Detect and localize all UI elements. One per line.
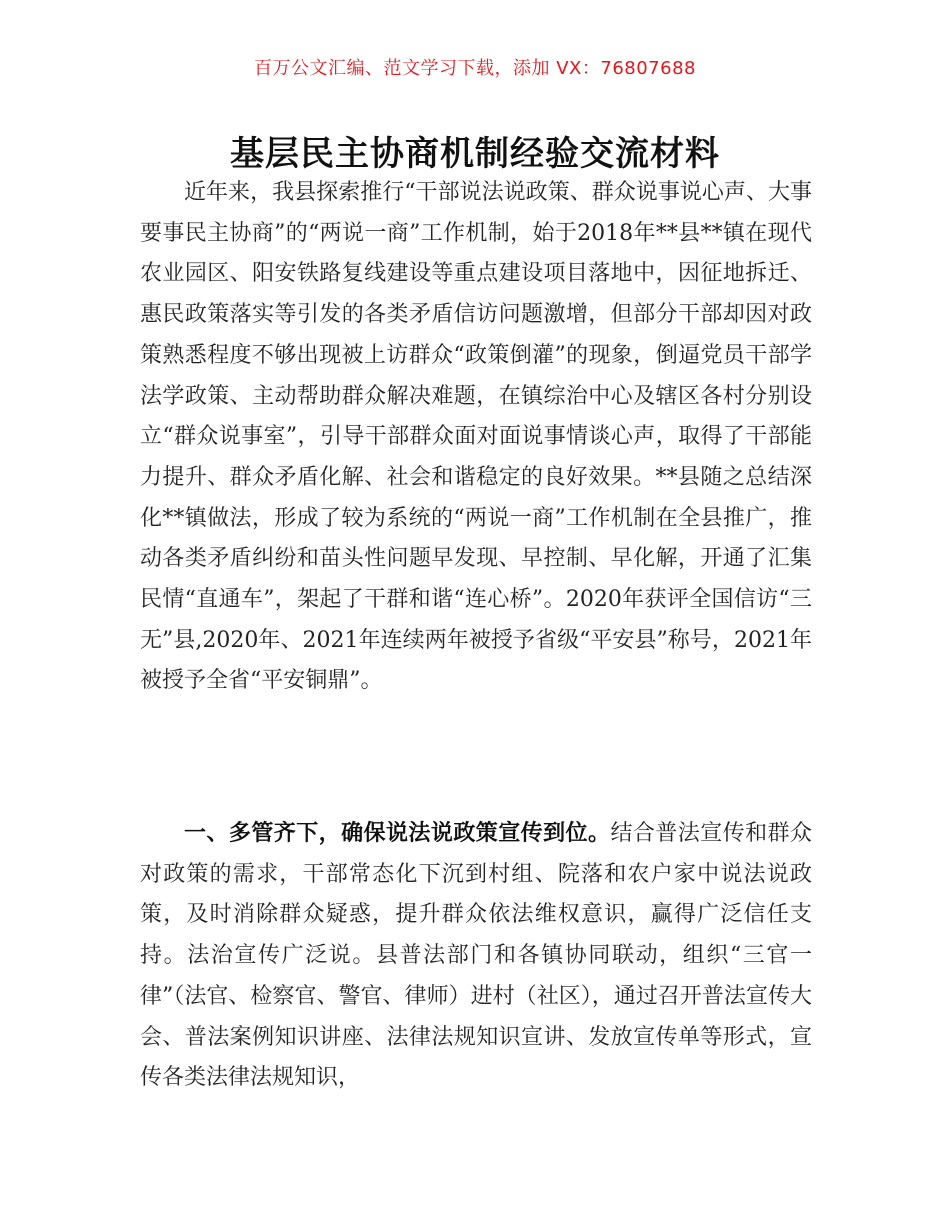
section-heading: 一、多管齐下，确保说法说政策宣传到位。 — [184, 821, 611, 846]
document-title: 基层民主协商机制经验交流材料 — [230, 133, 720, 174]
section-body: 结合普法宣传和群众对政策的需求，干部常态化下沉到村组、院落和农户家中说法说政策，及时消除群众疑惑，提升群众依法维权意识，赢得广泛信任支持。法治宣传广泛说。县普法部门和各镇协同联动，组织“三官一律”（法官、检察官、警官、律师）进村（社区），通过召开普法宣传大会、普法案例知识讲座、法律法规知识宣讲、发放宣传单等形式，宣传各类法律法规知识， — [140, 821, 812, 1091]
header-watermark-note: 百万公文汇编、范文学习下载，添加 VX：76807688 — [254, 58, 696, 79]
paragraph-section-1 — [140, 814, 812, 1099]
paragraph-intro: 近年来，我县探索推行“干部说法说政策、群众说事说心声、大事要事民主协商”的“两说一商”工作机制，始于2018年**县**镇在现代农业园区、阳安铁路复线建设等重点建设项目落地中，因征地拆迁、惠民政策落实等引发的各类矛盾信访问题激增，但部分干部却因对政策熟悉程度不够出现被上访群众“政策倒灌”的现象，倒逼党员干部学法学政策、主动帮助群众解决难题，在镇综治中心及辖区各村分别设立“群众说事室”，引导干部群众面对面说事情谈心声，取得了干部能力提升、群众矛盾化解、社会和谐稳定的良好效果。**县随之总结深化**镇做法，形成了较为系统的“两说一商”工作机制在全县推广，推动各类矛盾纠纷和苗头性问题早发现、早控制、早化解，开通了汇集民情“直通车”，架起了干群和谐“连心桥”。2020年获评全国信访“三无”县,2020年、2021年连续两年被授予省级“平安县”称号，2021年被授予全省“平安铜鼎”。 — [140, 180, 812, 694]
